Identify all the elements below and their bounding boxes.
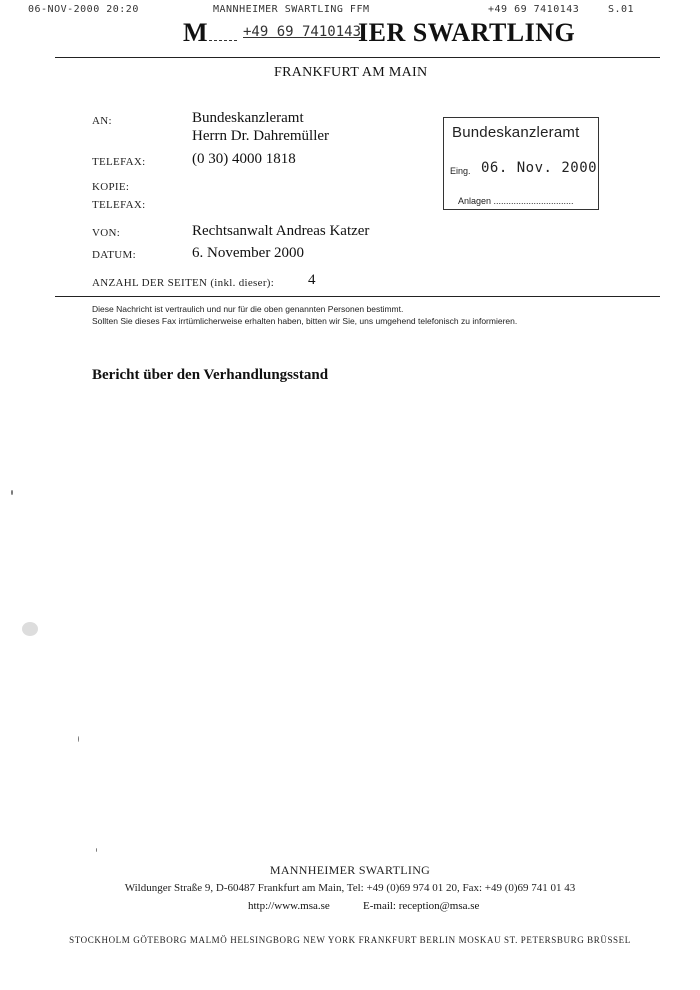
stamp-title: Bundeskanzleramt (452, 124, 580, 141)
footer-firm: MANNHEIMER SWARTLING (269, 863, 431, 877)
fax-datetime: 06-NOV-2000 20:20 (28, 4, 139, 15)
footer-website: http://www.msa.se (248, 900, 330, 912)
notice-rule (55, 296, 660, 297)
recipient-org: Bundeskanzleramt (192, 110, 304, 126)
scan-speck (96, 848, 97, 852)
an-label: AN: (92, 115, 112, 127)
subject-heading: Bericht über den Verhandlungsstand (92, 367, 329, 383)
city-title: FRANKFURT AM MAIN (274, 65, 428, 80)
footer-email: E-mail: reception@msa.se (363, 900, 480, 912)
stamp-anlagen: Anlagen ................................ (458, 196, 574, 206)
telefax-label: TELEFAX: (92, 156, 146, 168)
telefax-copy-label: TELEFAX: (92, 199, 146, 211)
footer-office-cities: STOCKHOLM GÖTEBORG MALMÖ HELSINGBORG NEW YORK FRANKFURT BERLIN MOSKAU ST. PETERSBURG BRÜSSEL (69, 935, 631, 945)
letterhead-rule (55, 57, 660, 58)
telefax-value: (0 30) 4000 1818 (192, 151, 296, 167)
sender-name: Rechtsanwalt Andreas Katzer (192, 223, 370, 239)
firm-name-right: IER SWARTLING (358, 18, 576, 47)
fax-sender: MANNHEIMER SWARTLING FFM (213, 4, 370, 15)
stamp-date: 06. Nov. 2000 (481, 160, 598, 176)
scan-smudge (22, 622, 38, 636)
overlay-fax-number: +49 69 7410143 (243, 24, 362, 40)
footer-address: Wildunger Straße 9, D-60487 Frankfurt am Main, Tel: +49 (0)69 974 01 20, Fax: +49 (0)69 741 01 43 (124, 882, 576, 894)
kopie-label: KOPIE: (92, 181, 130, 193)
confidentiality-line-1: Diese Nachricht ist vertraulich und nur für die oben genannten Personen bestimmt. (92, 304, 404, 314)
page-count-value: 4 (308, 272, 316, 288)
fax-page: S.01 (608, 4, 635, 15)
datum-label: DATUM: (92, 249, 136, 261)
firm-name-left: M (183, 18, 209, 47)
letterhead-gap (209, 40, 237, 41)
von-label: VON: (92, 227, 121, 239)
page-count-label: ANZAHL DER SEITEN (inkl. dieser): (92, 277, 275, 289)
scan-speck (78, 736, 79, 742)
receipt-stamp (443, 117, 599, 210)
date-value: 6. November 2000 (192, 245, 305, 261)
fax-number: +49 69 7410143 (488, 4, 580, 15)
recipient-person: Herrn Dr. Dahremüller (192, 128, 330, 144)
confidentiality-line-2: Sollten Sie dieses Fax irrtümlicherweise erhalten haben, bitten wir Sie, uns umgehend telefonisch zu informieren. (92, 316, 518, 326)
stamp-eing-label: Eing. (450, 166, 471, 176)
scan-speck (11, 490, 13, 495)
